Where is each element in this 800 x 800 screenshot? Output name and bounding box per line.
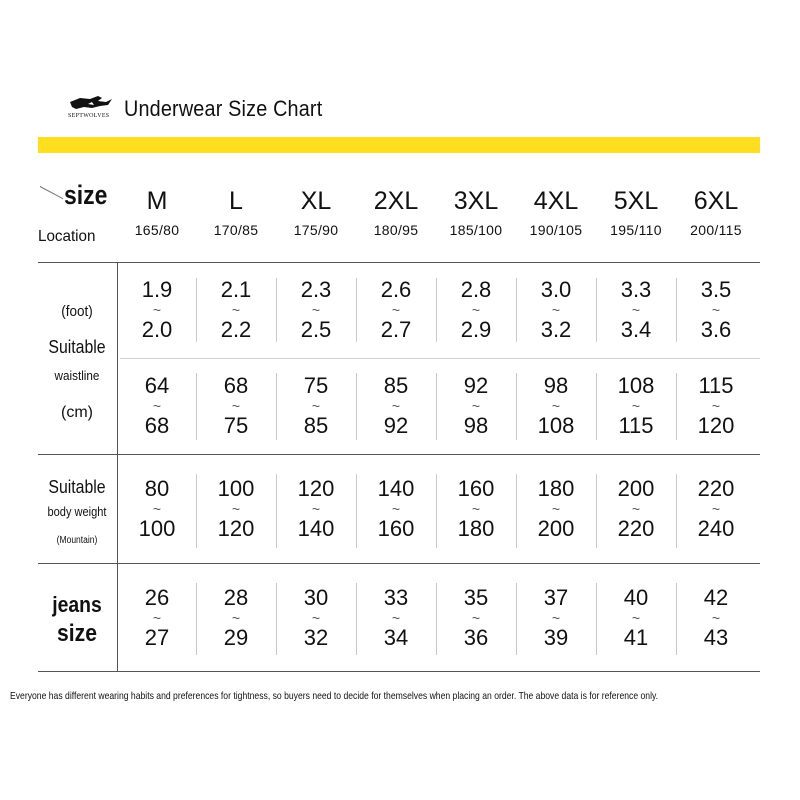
size-height-waist: 185/100	[449, 222, 503, 238]
waist-foot-range-tilde: ~	[311, 302, 321, 318]
size-height-waist: 190/105	[529, 222, 583, 238]
waist-waistline-label: waistline	[54, 368, 100, 383]
jeans-size-high: 36	[463, 625, 489, 650]
jeans-size-range-tilde: ~	[711, 610, 721, 626]
size-header-label: L	[229, 187, 243, 215]
jeans-size-range-tilde: ~	[471, 610, 481, 626]
body-weight-range-tilde: ~	[391, 501, 401, 517]
waist-foot-high: 2.9	[460, 317, 492, 342]
waist-cm-high: 98	[463, 413, 489, 438]
jeans-size-low: 26	[144, 585, 170, 610]
waist-foot-low: 2.1	[220, 277, 252, 302]
corner-location-label: Location	[38, 228, 96, 245]
waist-cm-range-tilde: ~	[152, 398, 162, 414]
waist-cm-low: 68	[223, 373, 249, 398]
waist-unit-cm-label: (cm)	[61, 404, 93, 421]
waist-cm-low: 92	[463, 373, 489, 398]
jeans-size-high: 34	[383, 625, 409, 650]
body-weight-range-tilde: ~	[231, 501, 241, 517]
jeans-size-high: 32	[303, 625, 329, 650]
waist-foot-high: 2.7	[380, 317, 412, 342]
waist-subdivider	[120, 358, 760, 359]
body-weight-low: 140	[377, 476, 415, 501]
jeans-size-low: 37	[543, 585, 569, 610]
waist-foot-high: 2.0	[141, 317, 173, 342]
waist-divider	[38, 454, 760, 455]
jeans-size-high: 41	[623, 625, 649, 650]
body-weight-low: 160	[457, 476, 495, 501]
waist-cm-low: 98	[543, 373, 569, 398]
size-header-label: XL	[300, 187, 332, 215]
footnote: Everyone has different wearing habits and preferences for tightness, so buyers need to decide for themselves when placing an order. The above data is for reference only.	[10, 690, 659, 702]
size-height-waist: 165/80	[134, 222, 180, 238]
body-weight-range-tilde: ~	[152, 501, 162, 517]
body-weight-high: 100	[138, 516, 176, 541]
size-height-waist: 175/90	[293, 222, 339, 238]
size-header-label: 2XL	[373, 187, 419, 215]
body-weight-high: 200	[537, 516, 575, 541]
waist-cm-range-tilde: ~	[311, 398, 321, 414]
waist-cm-range-tilde: ~	[631, 398, 641, 414]
waist-foot-low: 3.3	[620, 277, 652, 302]
body-weight-high: 180	[457, 516, 495, 541]
body-weight-high: 220	[617, 516, 655, 541]
weight-suitable-label: Suitable	[48, 477, 106, 497]
waist-foot-high: 3.6	[700, 317, 732, 342]
body-weight-range-tilde: ~	[551, 501, 561, 517]
waist-cm-low: 85	[383, 373, 409, 398]
jeans-size-high: 39	[543, 625, 569, 650]
waist-foot-range-tilde: ~	[391, 302, 401, 318]
jeans-size-low: 35	[463, 585, 489, 610]
waist-foot-range-tilde: ~	[231, 302, 241, 318]
waist-cm-low: 75	[303, 373, 329, 398]
corner-diagonal	[40, 186, 63, 199]
wolf-logo-icon	[68, 92, 120, 124]
waist-cm-range-tilde: ~	[711, 398, 721, 414]
body-weight-low: 200	[617, 476, 655, 501]
waist-foot-range-tilde: ~	[551, 302, 561, 318]
body-weight-high: 160	[377, 516, 415, 541]
body-weight-range-tilde: ~	[711, 501, 721, 517]
jeans-size-high: 27	[144, 625, 170, 650]
jeans-size-range-tilde: ~	[231, 610, 241, 626]
size-height-waist: 195/110	[610, 222, 662, 238]
waist-foot-low: 3.5	[700, 277, 732, 302]
jeans-size-range-tilde: ~	[551, 610, 561, 626]
size-height-waist: 180/95	[373, 222, 419, 238]
waist-foot-high: 3.4	[620, 317, 652, 342]
corner-size-label: size	[64, 180, 108, 210]
waist-cm-range-tilde: ~	[391, 398, 401, 414]
waist-cm-range-tilde: ~	[551, 398, 561, 414]
body-weight-high: 140	[297, 516, 335, 541]
waist-foot-low: 2.6	[380, 277, 412, 302]
size-header-label: 6XL	[693, 187, 739, 215]
page-title: Underwear Size Chart	[124, 96, 323, 121]
body-weight-low: 120	[297, 476, 335, 501]
jeans-size-label: size	[57, 620, 97, 647]
jeans-size-range-tilde: ~	[311, 610, 321, 626]
waist-foot-range-tilde: ~	[152, 302, 162, 318]
accent-bar	[38, 137, 760, 153]
jeans-size-low: 42	[703, 585, 729, 610]
jeans-size-low: 40	[623, 585, 649, 610]
jeans-size-low: 28	[223, 585, 249, 610]
waist-cm-low: 108	[617, 373, 655, 398]
waist-foot-low: 1.9	[141, 277, 173, 302]
waist-cm-high: 108	[537, 413, 575, 438]
waist-foot-high: 2.5	[300, 317, 332, 342]
body-weight-low: 220	[697, 476, 735, 501]
size-height-waist: 170/85	[213, 222, 259, 238]
jeans-size-low: 30	[303, 585, 329, 610]
size-header-label: 5XL	[613, 187, 659, 215]
jeans-size-range-tilde: ~	[631, 610, 641, 626]
waist-foot-low: 2.3	[300, 277, 332, 302]
weight-unit-label: (Mountain)	[56, 535, 98, 546]
table-bottom-rule	[38, 671, 760, 672]
size-height-waist: 200/115	[690, 222, 742, 238]
waist-cm-low: 115	[698, 373, 734, 398]
brand-logo	[68, 92, 120, 124]
waist-suitable-label: Suitable	[48, 337, 106, 357]
brand-wordmark: SEPTWOLVES	[68, 113, 110, 119]
waist-foot-high: 2.2	[220, 317, 252, 342]
waist-cm-high: 75	[223, 413, 249, 438]
waist-cm-range-tilde: ~	[471, 398, 481, 414]
waist-cm-high: 120	[697, 413, 735, 438]
size-header-label: M	[146, 187, 168, 215]
waist-foot-low: 2.8	[460, 277, 492, 302]
body-weight-low: 100	[217, 476, 255, 501]
body-weight-low: 80	[144, 476, 170, 501]
header-divider	[38, 262, 760, 263]
weight-divider	[38, 563, 760, 564]
size-header-label: 3XL	[453, 187, 499, 215]
body-weight-range-tilde: ~	[471, 501, 481, 517]
waist-cm-high: 85	[303, 413, 329, 438]
waist-cm-low: 64	[144, 373, 170, 398]
waist-foot-low: 3.0	[540, 277, 572, 302]
body-weight-low: 180	[537, 476, 575, 501]
waist-cm-high: 115	[618, 413, 654, 438]
body-weight-high: 240	[697, 516, 735, 541]
jeans-size-high: 29	[223, 625, 249, 650]
waist-cm-range-tilde: ~	[231, 398, 241, 414]
waist-foot-range-tilde: ~	[711, 302, 721, 318]
waist-foot-range-tilde: ~	[631, 302, 641, 318]
body-weight-range-tilde: ~	[631, 501, 641, 517]
waist-unit-foot-label: (foot)	[61, 303, 93, 320]
jeans-size-low: 33	[383, 585, 409, 610]
body-weight-high: 120	[217, 516, 255, 541]
waist-cm-high: 68	[144, 413, 170, 438]
jeans-size-range-tilde: ~	[152, 610, 162, 626]
waist-foot-range-tilde: ~	[471, 302, 481, 318]
size-header-label: 4XL	[533, 187, 579, 215]
waist-cm-high: 92	[383, 413, 409, 438]
jeans-size-high: 43	[703, 625, 729, 650]
jeans-label: jeans	[52, 592, 102, 617]
body-weight-range-tilde: ~	[311, 501, 321, 517]
weight-body-weight-label: body weight	[47, 504, 107, 519]
waist-foot-high: 3.2	[540, 317, 572, 342]
jeans-size-range-tilde: ~	[391, 610, 401, 626]
